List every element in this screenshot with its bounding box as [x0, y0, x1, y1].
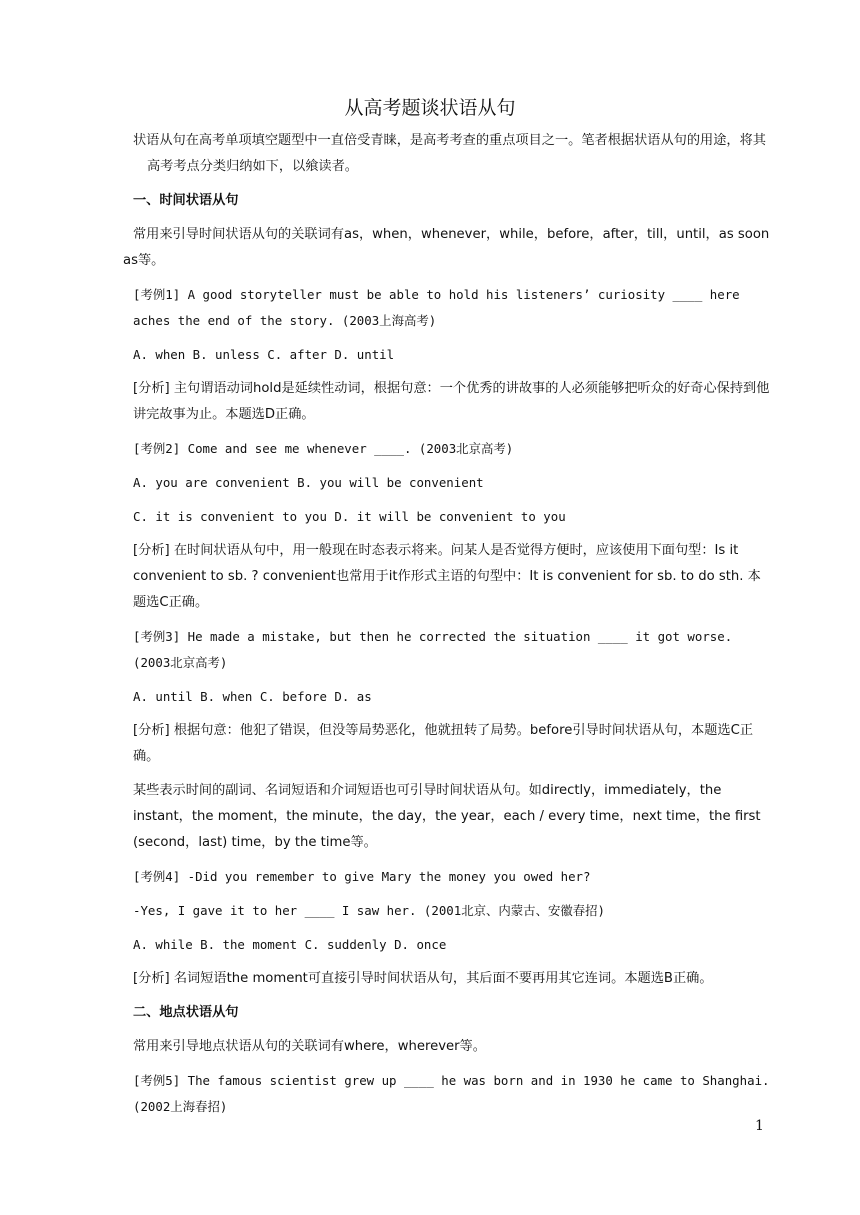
example-1-options: A. when B. unless C. after D. until	[133, 347, 395, 362]
paragraph-time-phrases: 某些表示时间的副词、名词短语和介词短语也可引导时间状语从句。如directly，immediately，the instant，the moment，the minute，the day，the year，each / every time，next time，the first (second，last) time，by the time等。	[133, 783, 761, 850]
example-4-question: [考例4] -Did you remember to give Mary the money you owed her?	[133, 869, 591, 884]
example-2-options-ab: A. you are convenient B. you will be convenient	[133, 475, 484, 490]
example-4-answer: -Yes, I gave it to her ____ I saw her. (2001北京、内蒙古、安徽春招)	[133, 903, 605, 918]
document-title: 从高考题谈状语从句	[344, 97, 516, 119]
analysis-2: [分析] 在时间状语从句中，用一般现在时态表示将来。问某人是否觉得方便时，应该使用下面句型：Is it convenient to sb. ? convenient也常用于it作形式主语的句型中：It is convenient for sb. to do sth. 本题选C正确。	[133, 543, 761, 610]
section-heading-place: 二、地点状语从句	[133, 1005, 239, 1020]
example-4-options: A. while B. the moment C. suddenly D. once	[133, 937, 447, 952]
example-5: [考例5] The famous scientist grew up ____ he was born and in 1930 he came to Shanghai. (2002上海春招)	[133, 1073, 770, 1114]
example-3-options: A. until B. when C. before D. as	[133, 689, 372, 704]
analysis-4: [分析] 名词短语the moment可直接引导时间状语从句，其后面不要再用其它连词。本题选B正确。	[133, 971, 713, 986]
analysis-1: [分析] 主句谓语动词hold是延续性动词，根据句意：一个优秀的讲故事的人必须能够把听众的好奇心保持到他讲完故事为止。本题选D正确。	[133, 381, 770, 422]
section-heading-time: 一、时间状语从句	[133, 193, 239, 208]
paragraph-time-conjunctions: 常用来引导时间状语从句的关联词有as，when，whenever，while，before，after，till，until，as soon as等。	[123, 227, 770, 268]
example-2-options-cd: C. it is convenient to you D. it will be convenient to you	[133, 509, 566, 524]
example-3: [考例3] He made a mistake, but then he corrected the situation ____ it got worse. (2003北京高考)	[133, 629, 733, 670]
intro-paragraph: 状语从句在高考单项填空题型中一直倍受青睐，是高考考查的重点项目之一。笔者根据状语从句的用途，将其高考考点分类归纳如下，以飨读者。	[133, 133, 766, 174]
example-2: [考例2] Come and see me whenever ____. (2003北京高考)	[133, 441, 514, 456]
page-number: 1	[755, 1118, 764, 1134]
document-body	[123, 128, 770, 1128]
example-1: [考例1] A good storyteller must be able to hold his listeners’ curiosity ____ here aches the end of the story. (2003上海高考)	[133, 287, 740, 328]
paragraph-place-conjunctions: 常用来引导地点状语从句的关联词有where，wherever等。	[133, 1039, 486, 1054]
analysis-3: [分析] 根据句意：他犯了错误，但没等局势恶化，他就扭转了局势。before引导时间状语从句，本题选C正确。	[133, 723, 754, 764]
